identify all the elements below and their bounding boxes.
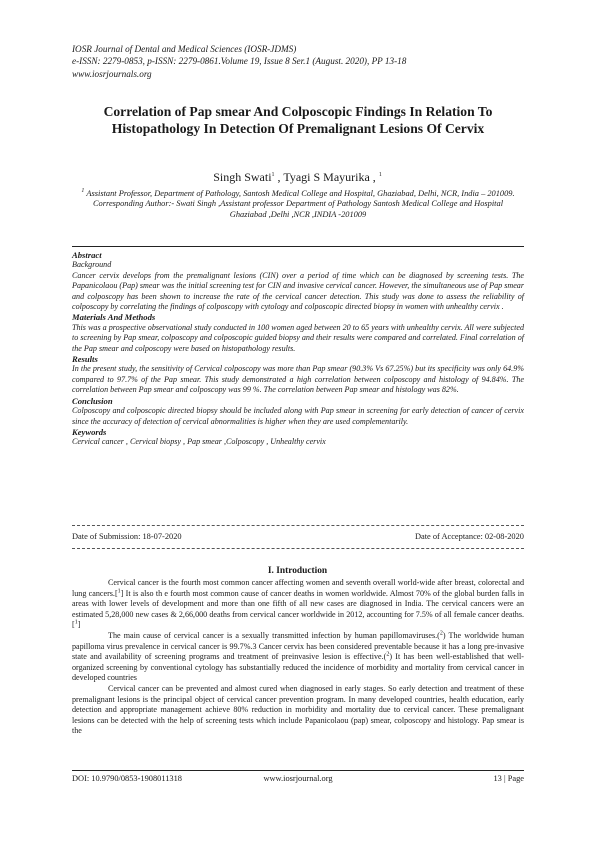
conclusion-text: Colposcopy and colposcopic directed biopsy should be included along with Pap smear in screening for early detection of cancer of cervix since the accuracy of detection of cervical abnormalities is higher when they are used complementarily. xyxy=(72,406,524,426)
author-line xyxy=(0,170,595,185)
footer-rule xyxy=(72,770,524,771)
footer-page-number: 13 | Page xyxy=(493,774,524,783)
page-footer xyxy=(72,774,524,786)
footer-site[interactable]: www.iosrjournal.org xyxy=(263,774,333,783)
intro-p1-part-b: ] It is also th e fourth most common cause of cancer deaths in women worldwide. Almost 70% of the global burden falls in areas with lower levels of development and more than one fifth of all new cases are diagnosed in India. The cervical cancers were an estimated 5,28,000 new cases & 2,66,000 deaths from cervical cancer worldwide in 2012, accounting for 7.5% of all female cancer deaths.[ xyxy=(72,588,524,630)
citation-ref: 1 xyxy=(74,619,78,626)
journal-url[interactable]: www.iosrjournals.org xyxy=(72,68,152,79)
introduction-body xyxy=(72,578,524,737)
dates-bottom-rule xyxy=(72,548,524,549)
affiliation xyxy=(80,189,516,199)
affiliation-block xyxy=(80,189,516,220)
conclusion-heading: Conclusion xyxy=(72,395,113,406)
background-text: Cancer cervix develops from the premalignant lesions (CIN) over a period of time which can be diagnosed by screening tests. The Papanicolaou (Pap) smear was the initial screening test for CIN and invasive cervical cancer. However, the simultaneous use of Pap smear and colposcopy has been shown to increase the rate of the cervical cancer detection. This study was done to assess the reliability of colposcopy by correlating the findings of colposcopy with cytology and colposcopic directed biopsy in women with unhealthy cervix . xyxy=(72,270,524,312)
abstract-heading: Abstract xyxy=(72,250,102,260)
corresponding-author: Corresponding Author:- Swati Singh ,Assistant professor Department of Pathology Santosh Medical College and Hospital Ghaziabad ,Delhi ,NCR ,INDIA -201009 xyxy=(92,199,504,219)
methods-text: This was a prospective observational study conducted in 100 women aged between 20 to 65 years with unhealthy cervix. All were subjected to screening by Pap smear, colposcopy and colposcopic guided biopsy and their results were compared and correlated. Final correlation of the Pap smear and colposcopy were based on histopathology results. xyxy=(72,322,524,353)
intro-p2-part-c: ) It has been well-established that well-organized screening by conventional cytology has substantially reduced the incidence of morbidity and mortality from cervical cancer in developed countries xyxy=(72,652,524,683)
submission-date: Date of Submission: 18-07-2020 xyxy=(72,532,182,541)
dates-top-rule xyxy=(72,525,524,526)
author-1: Singh Swati xyxy=(213,170,272,184)
results-text: In the present study, the sensitivity of Cervical colposcopy was more than Pap smear (90.3% Vs 67.25%) but its specificity was only 64.9% compared to 97.7% of the Pap smear. This study demonstrated a high correlation between colposcopy and histology of 94.84%. The correlation between Pap smear and colposcopy was 99 %. The correlation between Pap smear and histology was 82%. xyxy=(72,364,524,395)
author-2: Tyagi S Mayurika , xyxy=(283,170,376,184)
journal-name: IOSR Journal of Dental and Medical Sciences (IOSR-JDMS) xyxy=(72,44,297,54)
intro-paragraph-2 xyxy=(72,631,524,684)
intro-paragraph-1 xyxy=(72,578,524,631)
abstract xyxy=(72,250,524,448)
citation-ref: 1 xyxy=(117,587,121,594)
author-2-sup: 1 xyxy=(378,172,382,178)
keywords-heading: Keywords xyxy=(72,426,107,437)
methods-heading: Materials And Methods xyxy=(72,312,156,323)
intro-p2-part-b: ) The worldwide human papilloma virus prevalence in cervical cancer is 99.7%.3 Cancer cervix has been considered preventable because it has a long pre-invasive state and availability of screening programs and treatment of preinvasive lesion is effective.( xyxy=(72,630,524,662)
intro-p1-part-c: ] xyxy=(77,620,81,630)
background-label: Background xyxy=(72,260,112,270)
introduction-heading: I. Introduction xyxy=(267,566,328,576)
dates-row xyxy=(72,532,524,544)
journal-header xyxy=(72,43,406,80)
affiliation-sup: 1 xyxy=(81,188,85,195)
footer-doi[interactable]: DOI: 10.9790/0853-1908011318 xyxy=(72,774,182,783)
intro-paragraph-3: Cervical cancer can be prevented and almost cured when diagnosed in early stages. So early detection and treatment of these premalignant lesions is the principal object of cervical cancer prevention program. In many developed countries, health education, early detection and appropriate management achieve 80% reduction in morbidity and mortality due to cervical cancer. These premalignant lesions can be detected with the help of screening tests which include Papanicolaou (pap) smear, colposcopy and histology. Pap smear is the xyxy=(72,683,524,736)
citation-ref: 2 xyxy=(386,651,390,658)
results-heading: Results xyxy=(72,354,98,365)
keywords-text: Cervical cancer , Cervical biopsy , Pap smear ,Colposcopy , Unhealthy cervix xyxy=(72,437,326,447)
intro-p1-part-a: Cervical cancer is the fourth most common cancer affecting women and seventh overall world-wide after breast, colorectal and lung cancers.[ xyxy=(72,578,524,598)
journal-issn: e-ISSN: 2279-0853, p-ISSN: 2279-0861.Volume 19, Issue 8 Ser.1 (August. 2020), PP 13-18 xyxy=(72,56,407,67)
intro-p2-part-a: The main cause of cervical cancer is a sexually transmitted infection by human papillomaviruses.( xyxy=(108,630,440,640)
paper-title: Correlation of Pap smear And Colposcopic Findings In Relation To Histopathology In Detection Of Premalignant Lesions Of Cervix xyxy=(103,104,493,136)
author-separator: , xyxy=(274,170,284,184)
acceptance-date: Date of Acceptance: 02-08-2020 xyxy=(414,532,524,541)
abstract-top-rule xyxy=(72,246,524,247)
author-1-sup: 1 xyxy=(271,172,275,178)
citation-ref: 2 xyxy=(439,630,443,637)
affiliation-text: Assistant Professor, Department of Pathology, Santosh Medical College and Hospital, Ghaziabad, Delhi, NCR, India – 201009. xyxy=(86,189,515,198)
